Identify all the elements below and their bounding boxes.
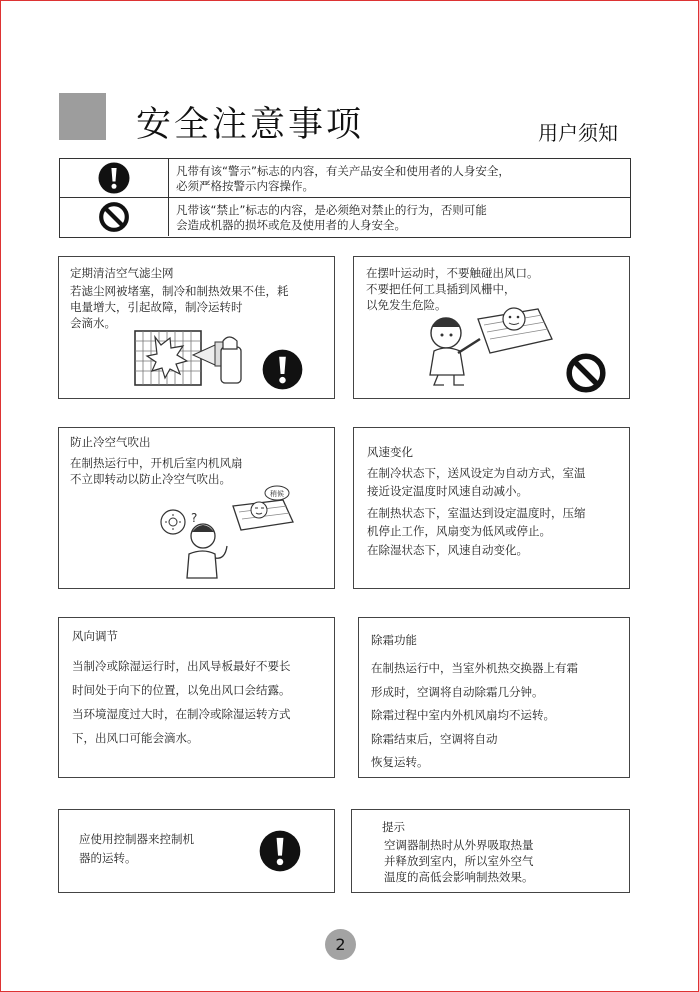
filter-heading: 定期清洁空气滤尘网 [70,266,174,280]
wait-bubble-label: 稍候 [270,490,284,498]
warning-icon [98,162,130,194]
legend-icon-cell [60,159,169,197]
prohibit-description: 凡带该“禁止”标志的内容，是必须绝对禁止的行为，否则可能 会造成机器的损坏或危及使用者的人身安全。 [176,203,487,232]
legend-icon-cell [60,198,169,236]
fanspeed-p2: 在制热状态下，室温达到设定温度时，压缩 机停止工作，风扇变为低风或停止。 [367,506,586,538]
controller-body: 应使用控制器来控制机 器的运转。 [79,832,194,865]
swing-louver-illustration [418,291,558,387]
airdir-body: 当制冷或除湿运行时，出风导板最好不要长 时间处于向下的位置，以免出风口会结露。 当环境湿度过大时，在制冷或除湿运转方式 下，出风口可能会滴水。 [72,659,291,745]
cold-air-illustration [153,484,303,580]
header-square [59,93,106,140]
coldair-heading: 防止冷空气吹出 [70,435,151,449]
cold-air-prevention-box [58,427,335,589]
svg-text:?: ? [191,511,198,525]
symbol-legend [59,158,631,238]
fanspeed-p1: 在制冷状态下，送风设定为自动方式，室温 接近设定温度时风速自动减小。 [367,466,586,498]
page-number-badge: 2 [325,929,356,960]
controller-box [58,809,335,893]
legend-row-warning [60,159,630,198]
tip-body: 空调器制热时从外界吸取热量 并释放到室内，所以室外空气 温度的高低会影响制热效果。 [384,838,534,884]
fanspeed-heading: 风速变化 [367,445,413,459]
coldair-body: 在制热运行中，开机后室内机风扇 不立即转动以防止冷空气吹出。 [70,456,243,486]
legend-row-prohibit [60,198,630,236]
air-direction-box [58,617,335,778]
page-subtitle: 用户须知 [538,121,618,145]
prohibit-icon [98,201,130,233]
filter-body: 若滤尘网被堵塞，制冷和制热效果不佳，耗 电量增大，引起故障，制冷运转时 会滴水。 [70,284,289,330]
tip-heading: 提示 [382,820,405,834]
tip-box [351,809,630,893]
airdir-heading: 风向调节 [72,629,118,643]
defrost-box [358,617,630,778]
warning-icon [262,349,303,390]
filter-cleaning-illustration [131,327,251,389]
swing-body: 在摆叶运动时，不要触碰出风口。 不要把任何工具插到风栅中， 以免发生危险。 [366,266,539,312]
fan-speed-box [353,427,630,589]
fanspeed-p3: 在除湿状态下，风速自动变化。 [367,543,528,557]
page-title: 安全注意事项 [136,105,365,145]
warning-icon [259,830,301,872]
prohibit-icon [565,352,607,394]
defrost-heading: 除霜功能 [371,633,417,647]
swing-louver-box [353,256,630,399]
defrost-body: 在制热运行中，当室外机热交换器上有霜 形成时，空调将自动除霜几分钟。 除霜过程中室内外机风扇均不运转。 除霜结束后，空调将自动 恢复运转。 [371,661,578,769]
filter-cleaning-box [58,256,335,399]
warning-description: 凡带有该“警示”标志的内容，有关产品安全和使用者的人身安全， 必须严格按警示内容操作。 [176,164,510,193]
